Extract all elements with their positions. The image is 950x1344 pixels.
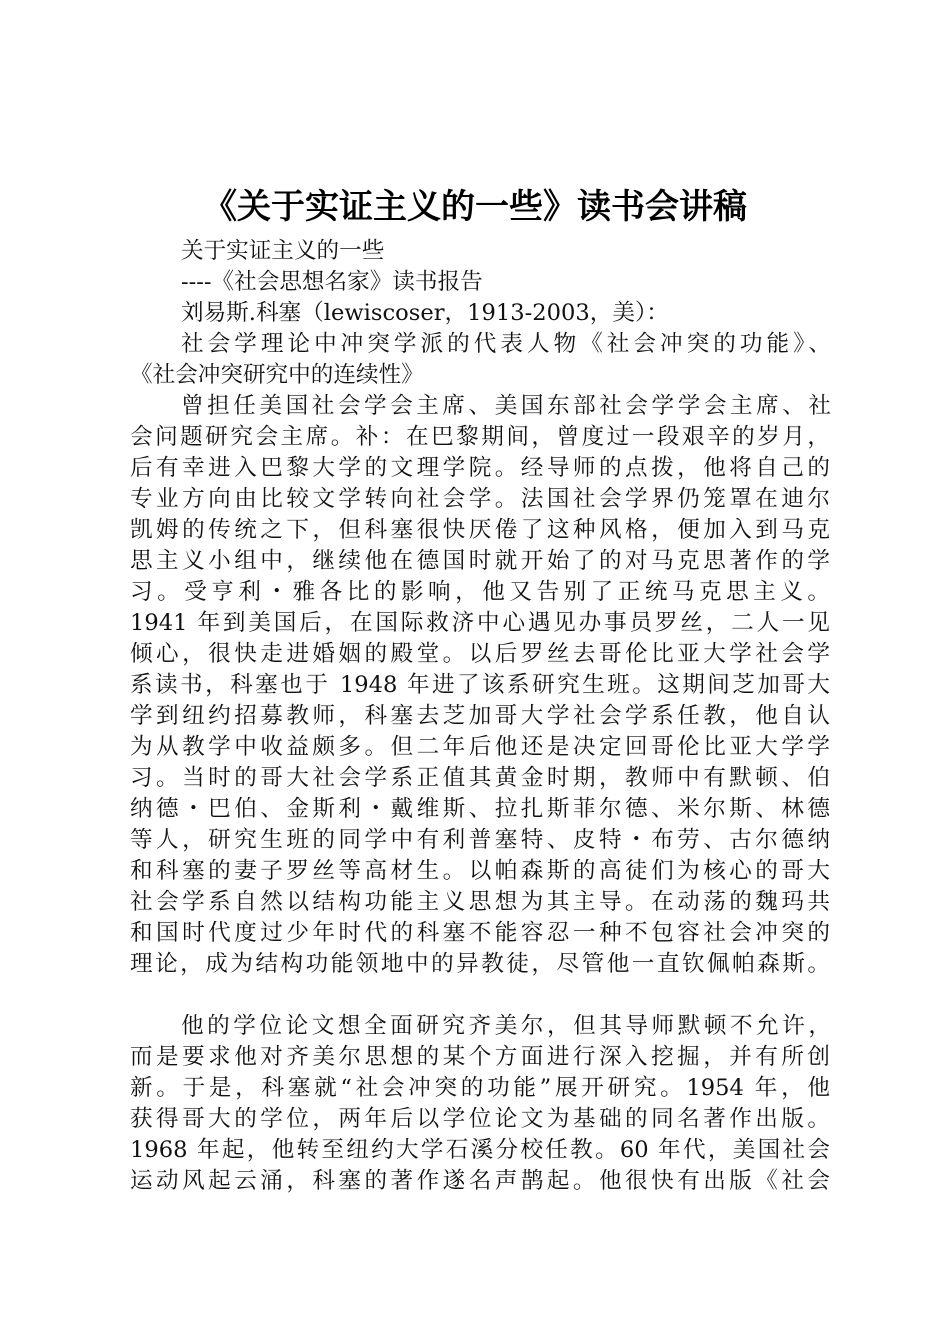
text-line: 习。当时的哥大社会学系正值其黄金时期，教师中有默顿、伯 [130,765,830,791]
text-line: 1968 年起，他转至纽约大学石溪分校任教。60 年代，美国社会 [130,1137,830,1163]
text-line: 专业方向由比较文学转向社会学。法国社会学界仍笼罩在迪尔 [130,486,830,512]
text-line: 凯姆的传统之下，但科塞很快厌倦了这种风格，便加入到马克 [130,517,830,543]
text-line: 等人，研究生班的同学中有利普塞特、皮特・布劳、古尔德纳 [130,827,830,853]
text-line: 会问题研究会主席。补：在巴黎期间，曾度过一段艰辛的岁月， [130,424,830,450]
text-line: 习。受亨利・雅各比的影响，他又告别了正统马克思主义。 [130,579,830,605]
document-title: 《关于实证主义的一些》读书会讲稿 [203,187,747,227]
text-line: 《社会冲突研究中的连续性》 [130,362,424,388]
text-line: 社会学系自然以结构功能主义思想为其主导。在动荡的魏玛共 [130,889,830,915]
text-line: 曾担任美国社会学会主席、美国东部社会学学会主席、社 [181,393,831,419]
text-line: 倾心，很快走进婚姻的殿堂。以后罗丝去哥伦比亚大学社会学 [130,641,830,667]
text-line: 运动风起云涌，科塞的著作遂名声鹊起。他很快有出版《社会 [130,1168,830,1194]
text-line: 他的学位论文想全面研究齐美尔，但其导师默顿不允许， [181,1013,831,1039]
text-line: ----《社会思想名家》读书报告 [181,269,483,295]
text-line: 为从教学中收益颇多。但二年后他还是决定回哥伦比亚大学学 [130,734,830,760]
text-line: 获得哥大的学位，两年后以学位论文为基础的同名著作出版。 [130,1106,830,1132]
text-line: 而是要求他对齐美尔思想的某个方面进行深入挖掘，并有所创 [130,1044,830,1070]
text-line: 社会学理论中冲突学派的代表人物《社会冲突的功能》、 [181,331,831,357]
text-line: 思主义小组中，继续他在德国时就开始了的对马克思著作的学 [130,548,830,574]
text-line: 学到纽约招募教师，科塞去芝加哥大学社会学系任教，他自认 [130,703,830,729]
text-line: 刘易斯.科塞（lewiscoser，1913-2003，美）： [181,300,669,326]
text-line: 系读书，科塞也于 1948 年进了该系研究生班。这期间芝加哥大 [130,672,830,698]
text-line: 关于实证主义的一些 [181,238,385,264]
text-line: 新。于是，科塞就“社会冲突的功能”展开研究。1954 年，他 [130,1075,830,1101]
text-line: 后有幸进入巴黎大学的文理学院。经导师的点拨，他将自己的 [130,455,830,481]
text-line: 理论，成为结构功能领地中的异教徒，尽管他一直钦佩帕森斯。 [130,951,830,977]
text-line: 和国时代度过少年时代的科塞不能容忍一种不包容社会冲突的 [130,920,830,946]
text-line: 和科塞的妻子罗丝等高材生。以帕森斯的高徒们为核心的哥大 [130,858,830,884]
text-line: 纳德・巴伯、金斯利・戴维斯、拉扎斯菲尔德、米尔斯、林德 [130,796,830,822]
text-line: 1941 年到美国后，在国际救济中心遇见办事员罗丝，二人一见 [130,610,830,636]
